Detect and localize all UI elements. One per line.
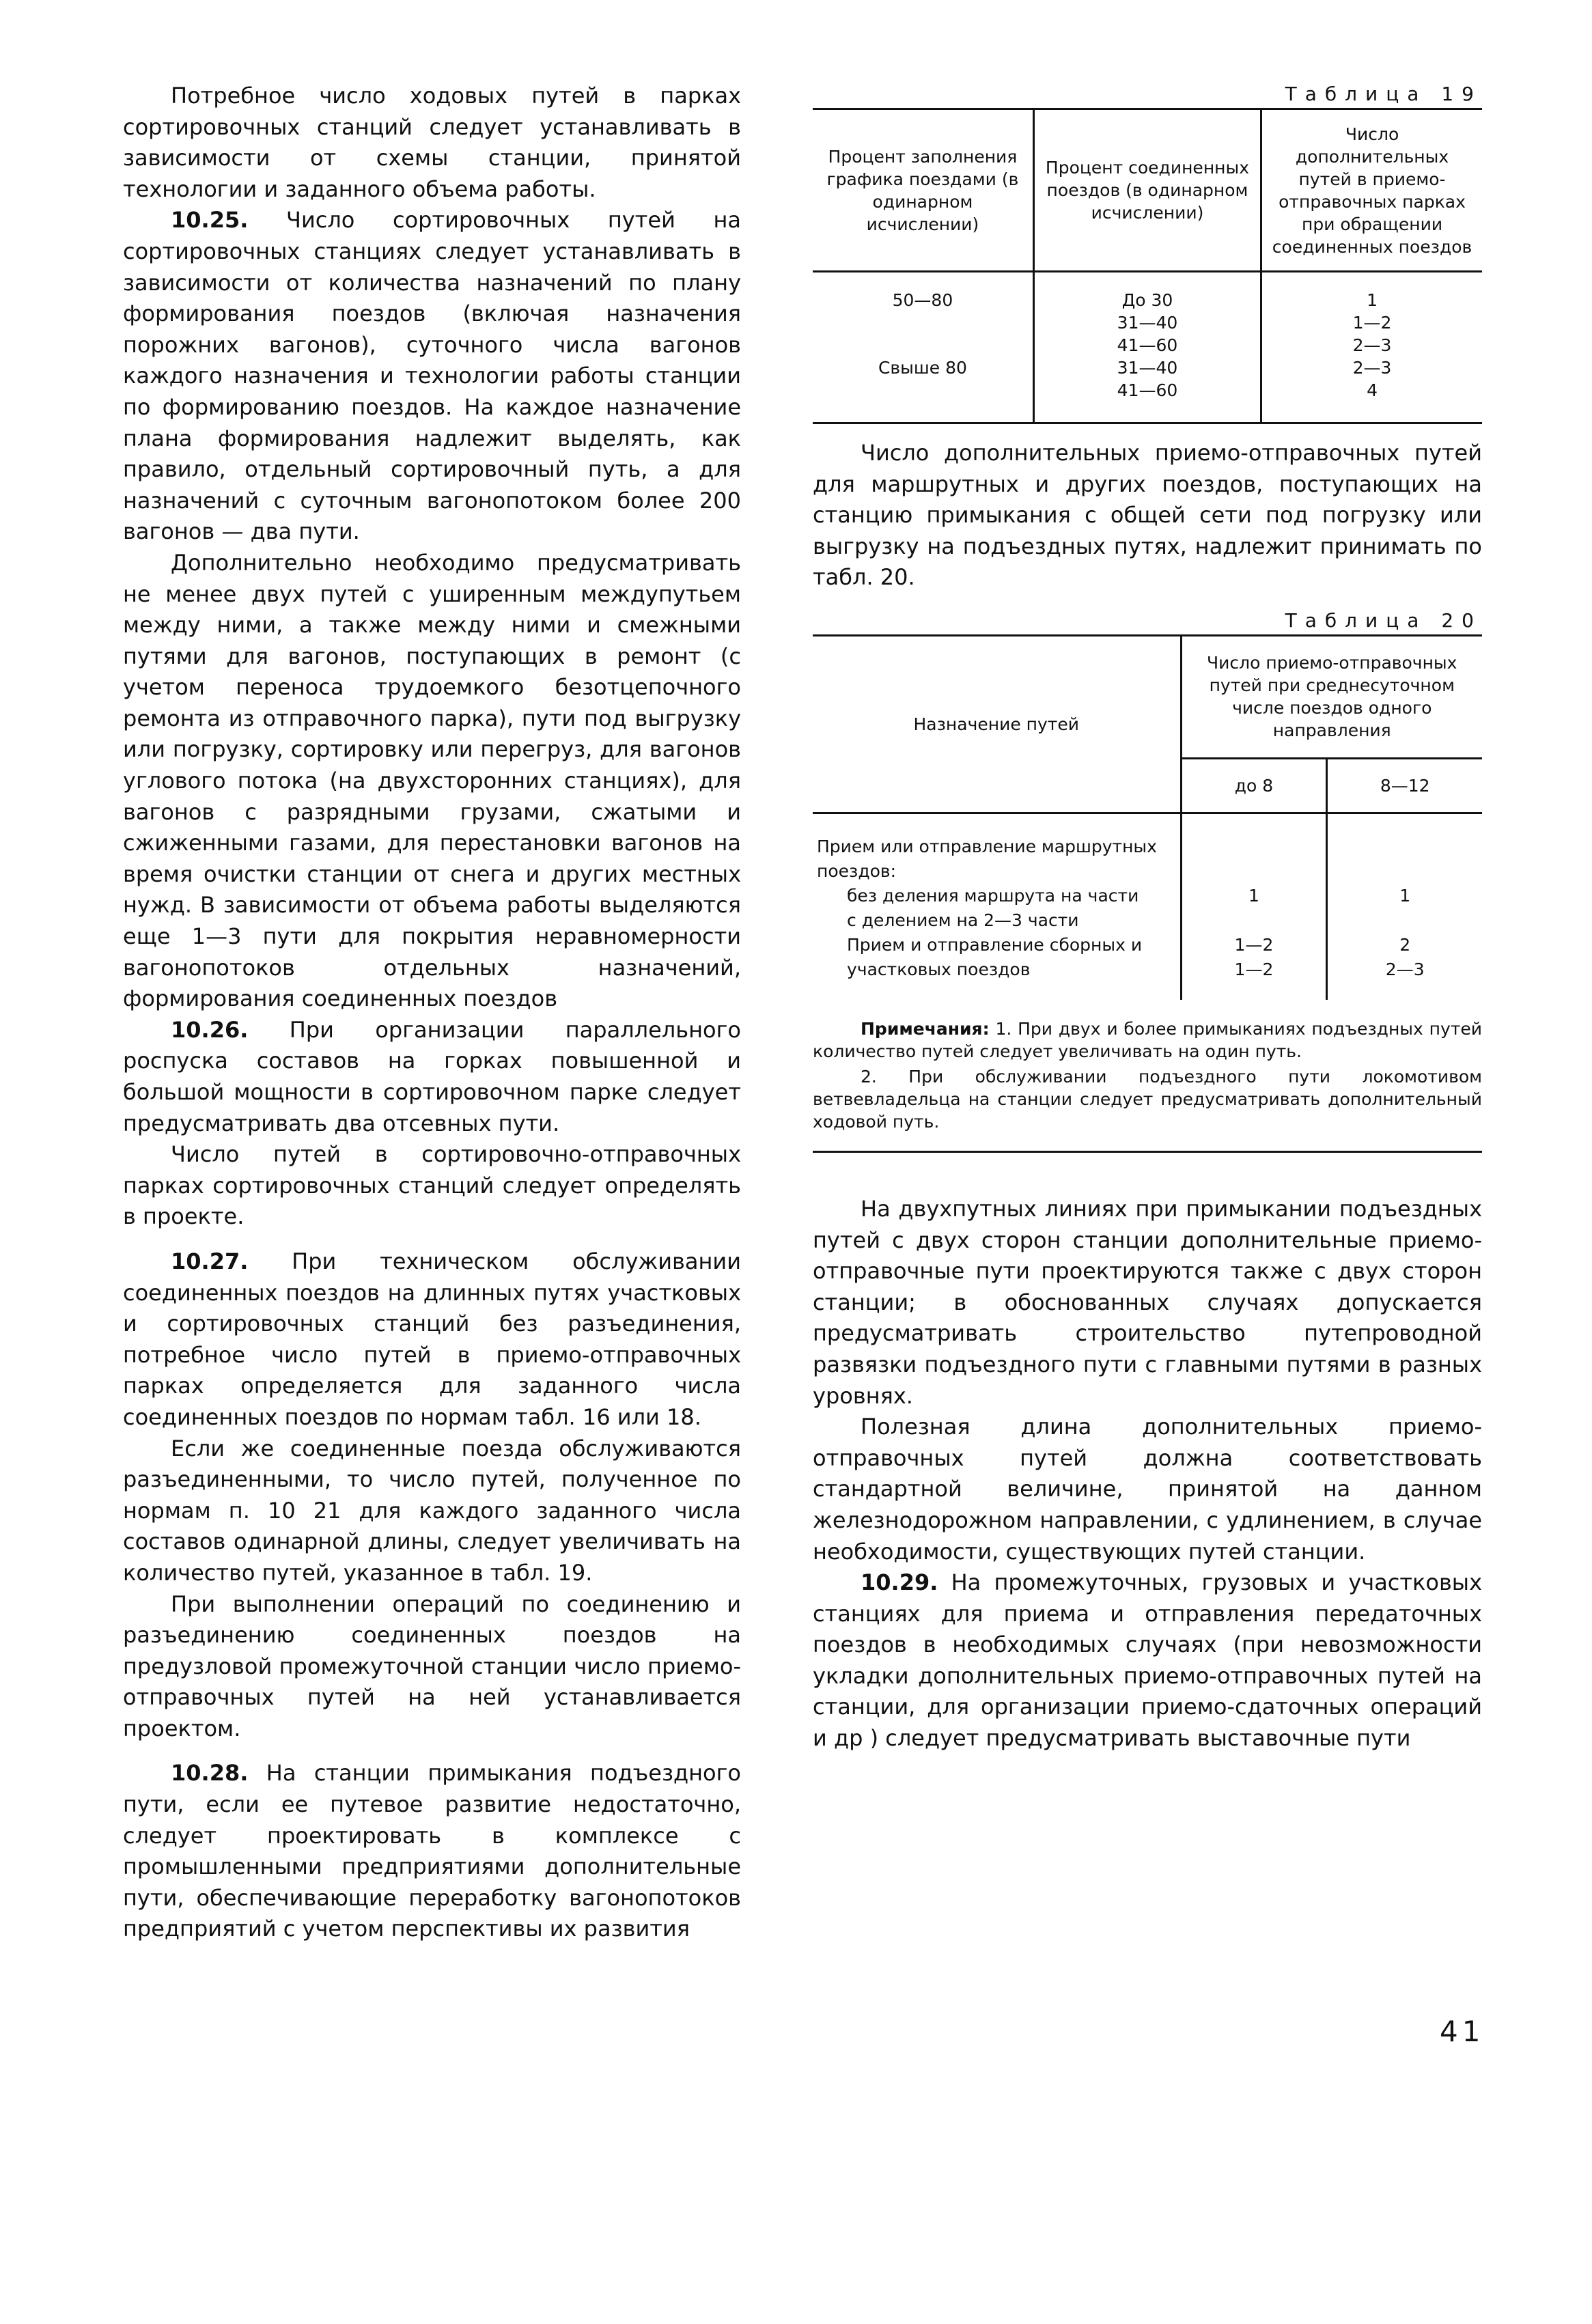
notes-label: Примечания:: [861, 1018, 990, 1039]
paragraph: Число дополнительных приемо-отправочных путей для маршрутных и других поездов, поступающих на станцию примыкания с общей сети под погрузку или выгрузку на подъездных путях, надлежит принимать по табл. 20.: [813, 440, 1482, 591]
section-10-25: [123, 205, 741, 548]
section-number: 10.26.: [171, 1016, 249, 1043]
paragraph: Потребное число ходовых путей в парках сортировочных станций следует устанавливать в зависимости от схемы станции, принятой технологии и заданного объема работы.: [123, 83, 741, 202]
table-cell: 1—2: [1352, 313, 1392, 333]
table-cell: До 30: [1121, 290, 1173, 310]
table-20-col-2: [1327, 813, 1482, 1000]
section-text: Число сортировочных путей на сортировочных станциях следует устанавливать в зависимости от количества назначений по плану формирования поездов (включая назначения порожних вагонов), суточного числа вагонов каждого назначения и технологии работы станции по формированию поездов. На каждое назначение плана формирования надлежит выделять, как правило, отдельный сортировочный путь, а для назначений с суточным вагонопотоком более 200 вагонов — два пути.: [123, 207, 742, 545]
table-cell: 1: [1248, 885, 1259, 906]
left-column: [123, 81, 741, 1945]
table-cell: [818, 311, 1027, 334]
paragraph: Число путей в сортировочно-отправочных парках сортировочных станций следует определять в проекте.: [123, 1141, 741, 1230]
table-19-header-2: Процент соединенных поездов (в одинарном исчислении): [1033, 109, 1261, 272]
table-cell: 1: [1367, 290, 1378, 310]
table-20-subheader-2: 8—12: [1380, 775, 1430, 796]
table-19: [813, 108, 1482, 424]
paragraph: При выполнении операций по соединению и разъединению соединенных поездов на предузловой промежуточной станции число приемо-отправочных путей на ней устанавливается проектом.: [123, 1591, 741, 1741]
section-10-26: [123, 1015, 741, 1139]
section-10-28: [123, 1758, 741, 1945]
section-number: 10.25.: [171, 207, 249, 234]
table-cell: Свыше 80: [878, 358, 967, 378]
table-cell: 2—3: [1385, 959, 1425, 979]
table-row-label: без деления маршрута на части: [847, 885, 1139, 906]
right-column: [813, 81, 1482, 1754]
table-cell: 50—80: [892, 290, 953, 310]
table-cell: 1—2: [1234, 959, 1274, 979]
table-row-label: Прием или отправление маршрутных поездов:: [817, 836, 1157, 881]
section-text: На станции примыкания подъездного пути, если ее путевое развитие недостаточно, следует проектировать в комплексе с промышленными предприятиями дополнительные пути, обеспечивающие переработку вагонопотоков предприятий с учетом перспективы их развития: [123, 1760, 742, 1942]
table-20: [813, 634, 1482, 1000]
table-cell: 1: [1399, 885, 1411, 906]
note-text: 1. При двух и более примыканиях подъездных путей количество путей следует увеличивать на один путь.: [813, 1018, 1483, 1061]
table-cell: 2: [1399, 934, 1411, 955]
table-20-label: Таблица 20: [1285, 608, 1482, 632]
section-number: 10.28.: [171, 1760, 249, 1787]
section-10-27: [123, 1246, 741, 1433]
section-text: На промежуточных, грузовых и участковых станциях для приема и отправления передаточных поездов в необходимых случаях (при невозможности укладки дополнительных приемо-отправочных путей на станции, для организации приемо-сдаточных операций и др ) следует предусматривать выставочные пути: [813, 1569, 1483, 1752]
page-number: 41: [1440, 2015, 1485, 2048]
table-20-notes: [813, 1018, 1482, 1133]
note: 2. При обслуживании подъездного пути локомотивом ветвевладельца на станции следует предусматривать дополнительный ходовой путь.: [813, 1066, 1482, 1132]
table-row-label: с делением на 2—3 части: [847, 910, 1079, 930]
note: [813, 1018, 1482, 1063]
table-row-label: Прием и отправление сборных и участковых поездов: [847, 934, 1143, 979]
table-19-header-1: Процент заполнения графика поездами (в одинарном исчислении): [813, 109, 1033, 272]
section-text: При техническом обслуживании соединенных поездов на длинных путях участковых и сортировочных станций без разъединения, потребное число путей в приемо-отправочных парках определяется для заданного числа соединенных поездов по нормам табл. 16 или 18.: [123, 1248, 742, 1430]
section-10-29: [813, 1567, 1482, 1754]
section-number: 10.27.: [171, 1248, 249, 1274]
table-cell: 31—40: [1117, 313, 1178, 333]
table-cell: 2—3: [1352, 335, 1392, 355]
table-cell: 41—60: [1117, 380, 1178, 400]
table-cell: 31—40: [1117, 358, 1178, 378]
table-cell: [818, 379, 1027, 402]
table-cell: 1—2: [1234, 934, 1274, 955]
section-number: 10.29.: [861, 1569, 938, 1596]
table-19-col-1: [813, 272, 1033, 423]
table-19-col-3: [1261, 272, 1482, 423]
table-20-subheader-1: до 8: [1181, 758, 1327, 813]
paragraph: Полезная длина дополнительных приемо-отправочных путей должна соответствовать стандартной величине, принятой на данном железнодорожном направлении, с удлинением, в случае необходимости, существующих путей станции.: [813, 1414, 1482, 1565]
table-19-header-3: Число дополнительных путей в приемо-отправочных парках при обращении соединенных поездов: [1272, 124, 1472, 257]
table-19-col-2: [1033, 272, 1261, 423]
paragraph: Если же соединенные поезда обслуживаются разъединенными, то число путей, полученное по нормам п. 10 21 для каждого заданного числа составов одинарной длины, следует увеличивать на количество путей, указанное в табл. 19.: [123, 1435, 741, 1586]
table-cell: 2—3: [1352, 358, 1392, 378]
section-text: При организации параллельного роспуска составов на горках повышенной и большой мощности в сортировочном парке следует предусматривать два отсевных пути.: [123, 1016, 741, 1136]
table-cell: 4: [1367, 380, 1378, 400]
paragraph: Дополнительно необходимо предусматривать не менее двух путей с уширенным междупутьем между ними, а также между ними и смежными путями для вагонов, поступающих в ремонт (с учетом переноса трудоемкого безотцепочного ремонта из отправочного парка), пути под выгрузку или погрузку, сортировку или перегруз, для вагонов углового потока (на двухсторонних станциях), для вагонов с разрядными грузами, сжатыми и сжиженными газами, для перестановки вагонов на время очистки станции от снега и других местных нужд. В зависимости от объема работы выделяются еще 1—3 пути для покрытия неравномерности вагонопотоков отдельных назначений, формирования соединенных поездов: [123, 549, 741, 1012]
table-20-names: [813, 813, 1181, 1000]
table-cell: [818, 334, 1027, 356]
table-20-col-1: [1181, 813, 1327, 1000]
table-20-header-name: Назначение путей: [813, 635, 1181, 813]
table-19-label: Таблица 19: [1285, 83, 1482, 105]
paragraph: На двухпутных линиях при примыкании подъездных путей с двух сторон станции дополнительные приемо-отправочные пути проектируются также с двух сторон станции; в обоснованных случаях допускается предусматривать строительство путепроводной развязки подъездного пути с главными путями в разных уровнях.: [813, 1195, 1482, 1409]
table-cell: 41—60: [1117, 335, 1178, 355]
table-20-header-group: Число приемо-отправочных путей при среднесуточном числе поездов одного направления: [1181, 635, 1482, 758]
